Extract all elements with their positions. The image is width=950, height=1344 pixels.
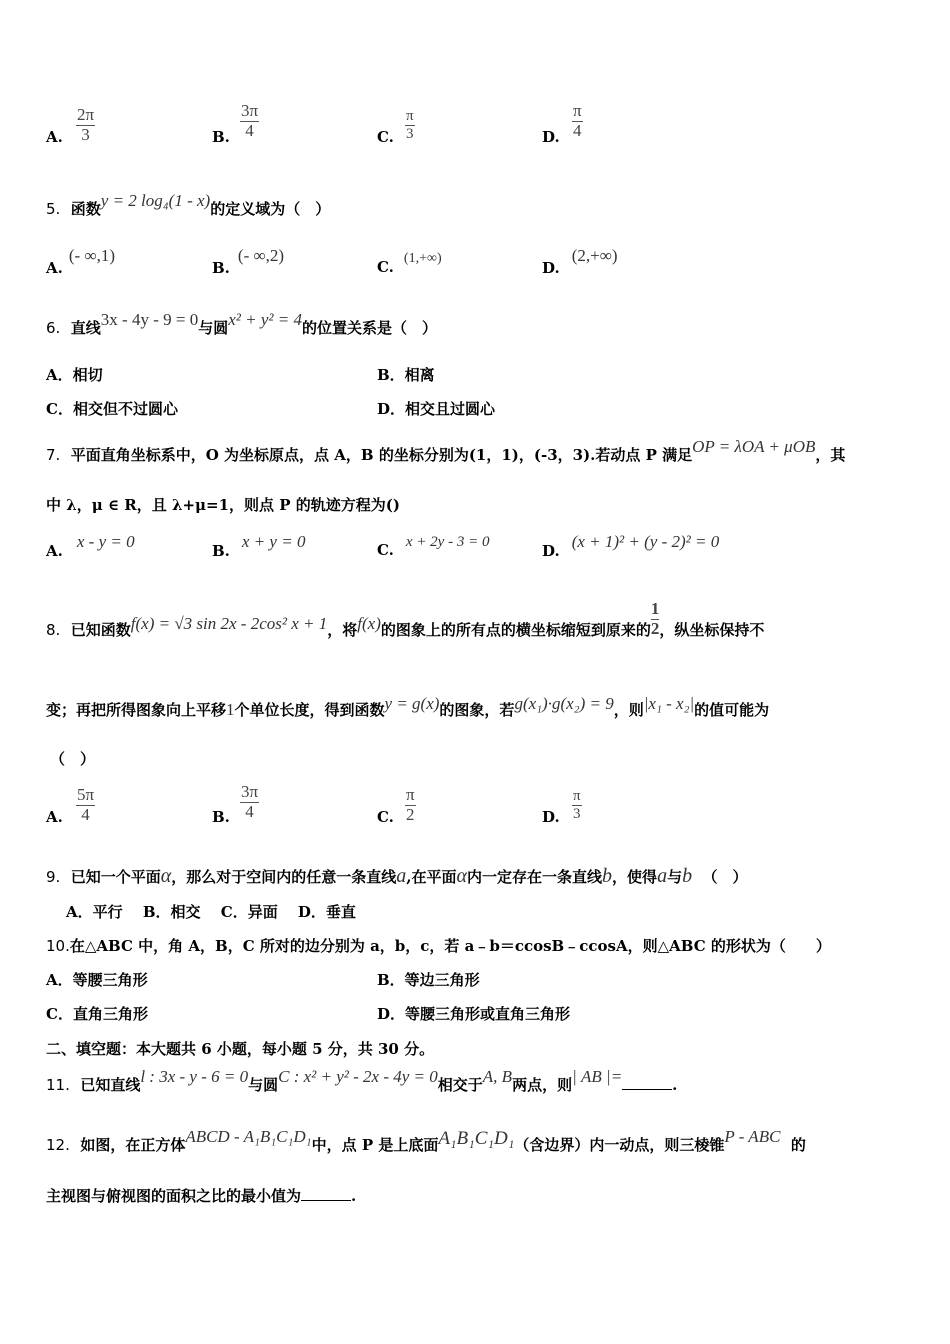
- question-12-line-2: 主视图与俯视图的面积之比的最小值为 .: [46, 1187, 357, 1205]
- q7-option-b: B. x + y = 0: [212, 532, 306, 560]
- q5-option-b: B.(- ∞,2): [212, 246, 285, 277]
- q7-option-a: A. x - y = 0: [46, 532, 135, 560]
- q8-option-b-label: B.: [212, 808, 230, 826]
- q7-option-c: C. x + 2y - 3 = 0: [377, 534, 490, 559]
- section-2-heading: 二、填空题：本大题共 6 小题，每小题 5 分，共 30 分。: [46, 1040, 435, 1058]
- q11-answer-blank[interactable]: [622, 1075, 672, 1090]
- question-8-line-2: 变；再把所得图象向上平移1个单位长度，得到函数y = g(x)的图象，若g(x₁)·g(x₂) = 9，则|x₁ - x₂|的值可能为: [46, 694, 770, 719]
- q8-option-a-fraction: $\frac{5\pi}{4}$: [77, 785, 95, 824]
- q7-option-d: D. (x + 1)² + (y - 2)² = 0: [542, 532, 720, 560]
- q4-option-c-label: C.: [377, 128, 394, 146]
- q6-option-d: D．相交且过圆心: [377, 400, 496, 418]
- q8-option-d-label: D.: [542, 808, 560, 826]
- question-9: 9. 已知一个平面α，那么对于空间内的任意一条直线a,在平面α内一定存在一条直线b，使得a与b （ ）: [46, 865, 748, 887]
- q10-option-a: A．等腰三角形: [46, 971, 148, 989]
- question-8-paren: （ ）: [50, 750, 96, 768]
- q8-option-a-label: A.: [46, 808, 63, 826]
- q4-option-d-label: D.: [542, 128, 560, 146]
- question-8: 8. 已知函数f(x) = √3 sin 2x - 2cos² x + 1，将f(x)的图象上的所有点的横坐标缩短到原来的 $\frac{1}{2}$ ，纵坐标保持不: [46, 599, 765, 640]
- q4-option-a-fraction: $\frac{2\pi}{3}$: [77, 105, 95, 144]
- q5-option-d: D.(2,+∞): [542, 246, 618, 277]
- q4-option-b-fraction: $\frac{3\pi}{4}$: [241, 101, 259, 140]
- question-5: 5. 函数y = 2 log₄(1 - x)的定义域为（ ）: [46, 191, 331, 218]
- question-12: 12. 如图，在正方体ABCD - A₁B₁C₁D₁中，点 P 是上底面A₁B₁C₁D₁（含边界）内一动点，则三棱锥P - ABC 的: [46, 1127, 806, 1154]
- q4-option-c-fraction: $\frac{\pi}{3}$: [406, 108, 414, 142]
- question-7-line-2: 中 λ，μ ∈ R，且 λ+μ=1，则点 P 的轨迹方程为(): [46, 496, 400, 514]
- question-10: 10.在△ABC 中，角 A，B，C 所对的边分别为 a，b，c，若 a﹣b＝ccosB﹣ccosA，则△ABC 的形状为（ ）: [46, 937, 831, 955]
- question-11: 11. 已知直线l : 3x - y - 6 = 0与圆C : x² + y² - 2x - 4y = 0相交于A, B两点，则| AB |= .: [46, 1067, 678, 1094]
- q4-option-b-label: B.: [212, 128, 230, 146]
- q8-option-b-fraction: $\frac{3\pi}{4}$: [241, 782, 259, 821]
- q8-option-c-fraction: $\frac{\pi}{2}$: [406, 785, 415, 824]
- q6-option-c: C．相交但不过圆心: [46, 400, 178, 418]
- question-7: 7. 平面直角坐标系中，O 为坐标原点，点 A，B 的坐标分别为(1，1)，(-3，3).若动点 P 满足OP = λOA + μOB，其: [46, 437, 846, 464]
- q10-option-b: B．等边三角形: [377, 971, 480, 989]
- q8-option-c-label: C.: [377, 808, 394, 826]
- q8-option-d-fraction: $\frac{\pi}{3}$: [573, 788, 581, 822]
- q5-option-c: C. (1,+∞): [377, 251, 442, 276]
- question-6: 6. 直线3x - 4y - 9 = 0与圆x² + y² = 4的位置关系是（ ）: [46, 310, 437, 337]
- q5-option-a: A.(- ∞,1): [46, 246, 115, 277]
- q4-option-a-label: A.: [46, 128, 63, 146]
- q6-option-a: A．相切: [46, 366, 103, 384]
- q6-option-b: B．相离: [377, 366, 435, 384]
- q10-option-d: D．等腰三角形或直角三角形: [377, 1005, 571, 1023]
- q12-answer-blank[interactable]: [301, 1186, 351, 1201]
- q9-options: A．平行 B．相交 C．异面 D．垂直: [66, 903, 356, 921]
- q10-option-c: C．直角三角形: [46, 1005, 148, 1023]
- q4-option-d-fraction: $\frac{\pi}{4}$: [573, 101, 582, 140]
